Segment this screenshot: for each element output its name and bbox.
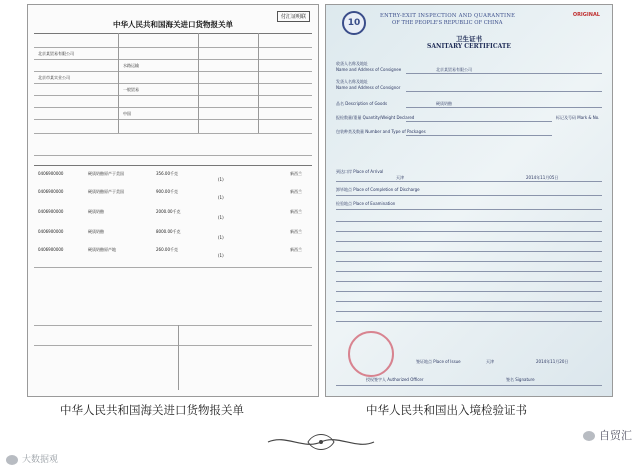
cert-line (336, 261, 602, 262)
item-name: 硬质奶酪原产于美国 (88, 171, 124, 176)
cert-original-mark: ORIGINAL (572, 12, 600, 18)
wechat-icon (583, 431, 595, 441)
cert-line (336, 241, 602, 242)
caption-certificate: 中华人民共和国出入境检验证书 (366, 403, 527, 417)
official-seal-icon (348, 331, 394, 377)
form-line (34, 119, 312, 120)
item-code: 0406900000 (38, 209, 64, 214)
field-trade-mode: 一般贸易 (123, 87, 139, 92)
cert-header-en-1: ENTRY-EXIT INSPECTION AND QUARANTINE (380, 13, 516, 19)
item-dest: 新西兰 (290, 209, 302, 214)
field-consignee: 北京某贸易有限公司 (38, 51, 74, 56)
form-line (34, 155, 312, 156)
label-arrival: 到达口岸 Place of Arrival (336, 169, 384, 174)
form-divider (178, 325, 179, 390)
item-unit: (1) (218, 235, 224, 240)
cert-underline (406, 121, 552, 122)
label-consignee-en: Name and Address of Consignee (336, 67, 402, 72)
item-name: 硬质奶酪 (88, 209, 104, 214)
cert-line (336, 231, 602, 232)
item-unit: (1) (218, 215, 224, 220)
item-code: 0406900000 (38, 171, 64, 176)
item-dest: 新西兰 (290, 189, 302, 194)
item-qty: 900.00千克 (156, 189, 178, 194)
label-quantity: 报检数量/重量 Quantity/Weight Declared (336, 115, 415, 120)
field-transport: 水路运输 (123, 63, 139, 68)
watermark-right-text: 自贸汇 (599, 429, 632, 442)
form-line (34, 107, 312, 108)
label-consignee-cn: 收货人名称及地址 (336, 61, 368, 66)
form-divider (258, 33, 259, 133)
ciq-logo-icon: 10 (342, 11, 366, 35)
cert-header-en-2: OF THE PEOPLE'S REPUBLIC OF CHINA (392, 20, 503, 26)
item-qty: 356.00千克 (156, 171, 178, 176)
item-qty: 2000.00千克 (156, 209, 181, 214)
ornament-divider-icon (266, 430, 376, 454)
value-goods: 硬质奶酪 (436, 101, 452, 106)
form-line (34, 71, 312, 72)
item-name: 硬质奶酪 (88, 229, 104, 234)
label-authorized-officer: 授权签字人 Authorized Officer (366, 377, 424, 382)
form-line (34, 267, 312, 268)
wechat-icon (6, 455, 18, 465)
value-issue-date: 2014年11月20日 (536, 359, 569, 364)
form-stamp-label: 付汇证明联 (277, 11, 310, 22)
field-user-unit: 北京市某实业公司 (38, 75, 70, 80)
value-consignee: 北京某贸易有限公司 (436, 67, 472, 72)
item-unit: (1) (218, 253, 224, 258)
cert-underline (336, 181, 602, 182)
cert-underline (406, 91, 602, 92)
label-packages: 包装种类及数量 Number and Type of Packages (336, 129, 426, 134)
item-dest: 新西兰 (290, 229, 302, 234)
label-consignor-en: Name and Address of Consignor (336, 85, 401, 90)
value-arrival: 天津 (396, 175, 404, 180)
cert-line (336, 251, 602, 252)
item-code: 0406900000 (38, 247, 64, 252)
item-name: 硬质奶酪原产地 (88, 247, 116, 252)
label-discharge: 卸毕地点 Place of Completion of Discharge (336, 187, 420, 192)
item-unit: (1) (218, 177, 224, 182)
form-line (34, 325, 312, 326)
form-top-rule (34, 33, 312, 34)
cert-title-en: SANITARY CERTIFICATE (427, 43, 511, 50)
cert-line (336, 221, 602, 222)
watermark-left (6, 452, 58, 465)
sanitary-certificate (325, 4, 613, 397)
cert-line (336, 291, 602, 292)
cert-underline (406, 135, 552, 136)
cert-underline (406, 73, 602, 74)
item-qty: 260.00千克 (156, 247, 178, 252)
label-place-of-issue: 签证地点 Place of Issue (416, 359, 461, 364)
cert-title-cn: 卫生证书 (456, 35, 482, 43)
caption-customs: 中华人民共和国海关进口货物报关单 (60, 403, 244, 417)
form-line (34, 47, 312, 48)
value-issue-place: 天津 (486, 359, 494, 364)
cert-line (336, 301, 602, 302)
form-line (34, 133, 312, 134)
label-consignor-cn: 发货人名称及地址 (336, 79, 368, 84)
label-signature: 签名 Signature (506, 377, 535, 382)
watermark-right (583, 427, 632, 443)
cert-underline (336, 195, 602, 196)
form-line (34, 345, 312, 346)
cert-underline (336, 209, 602, 210)
field-origin: 中国 (123, 111, 131, 116)
item-unit: (1) (218, 195, 224, 200)
cert-line (336, 311, 602, 312)
cert-underline (336, 385, 602, 386)
customs-form-title: 中华人民共和国海关进口货物报关单 (113, 20, 233, 29)
item-code: 0406900000 (38, 189, 64, 194)
cert-line (336, 271, 602, 272)
value-arrival-date: 2014年11月05日 (526, 175, 559, 180)
cert-line (336, 321, 602, 322)
form-line (34, 83, 312, 84)
label-mark: 标记及号码 Mark & No. (556, 115, 600, 120)
customs-declaration-form (27, 4, 319, 397)
cert-underline (406, 107, 602, 108)
cert-line (336, 281, 602, 282)
watermark-left-text: 大数据观 (22, 455, 59, 465)
item-code: 0406900000 (38, 229, 64, 234)
items-header-rule (34, 165, 312, 166)
item-qty: 8000.00千克 (156, 229, 181, 234)
item-dest: 新西兰 (290, 171, 302, 176)
label-examination: 检验地点 Place of Examination (336, 201, 396, 206)
form-line (34, 59, 312, 60)
form-divider (198, 33, 199, 133)
form-line (34, 95, 312, 96)
item-dest: 新西兰 (290, 247, 302, 252)
item-name: 硬质奶酪原产于美国 (88, 189, 124, 194)
form-divider (118, 33, 119, 133)
label-goods: 品名 Description of Goods (336, 101, 388, 106)
